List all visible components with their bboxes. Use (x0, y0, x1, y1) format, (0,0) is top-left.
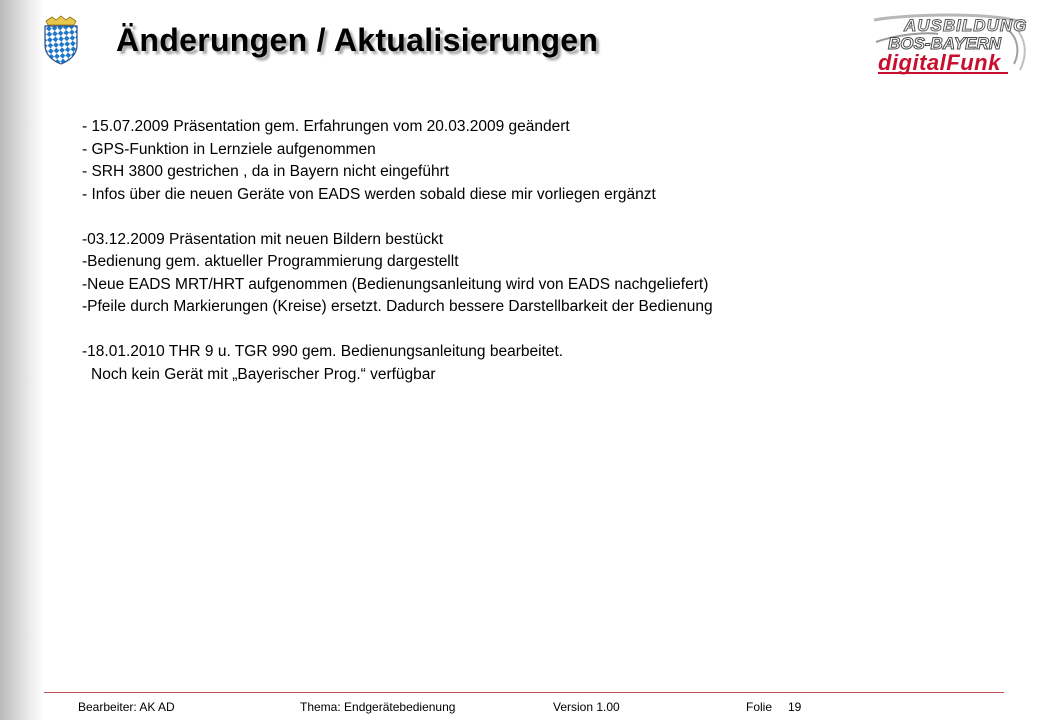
footer-topic: Thema: Endgerätebedienung (300, 700, 456, 714)
logo-line-bos-bayern: BOS-BAYERN (888, 34, 1002, 53)
change-line: Noch kein Gerät mit „Bayerischer Prog.“ verfügbar (91, 365, 436, 383)
change-line: - GPS-Funktion in Lernziele aufgenommen (82, 140, 376, 158)
change-line: -Neue EADS MRT/HRT aufgenommen (Bedienungsanleitung wird von EADS nachgeliefert) (82, 275, 709, 293)
footer-author: Bearbeiter: AK AD (78, 700, 175, 714)
change-log (82, 116, 982, 386)
footer-version: Version 1.00 (553, 700, 620, 714)
bavarian-lozenge-crest-icon (42, 15, 80, 65)
change-line: - 15.07.2009 Präsentation gem. Erfahrungen vom 20.03.2009 geändert (82, 118, 570, 135)
ausbildung-bos-bayern-logo (868, 12, 1028, 76)
footer-divider (44, 692, 1004, 693)
footer-slide-number: 19 (788, 700, 802, 714)
change-line: - Infos über die neuen Geräte von EADS werden sobald diese mir vorliegen ergänzt (82, 185, 656, 203)
logo-line-ausbildung: AUSBILDUNG (904, 16, 1028, 35)
paragraph-gap (82, 206, 982, 229)
page-title: Änderungen / Aktualisierungen (116, 22, 599, 58)
change-line: - SRH 3800 gestrichen , da in Bayern nicht eingeführt (82, 163, 450, 180)
logo-line-digitalfunk: digitalFunk (878, 50, 1001, 75)
change-line: -18.01.2010 THR 9 u. TGR 990 gem. Bedienungsanleitung bearbeitet. (82, 343, 564, 360)
change-line: -Bedienung gem. aktueller Programmierung dargestellt (82, 253, 459, 270)
change-line: -03.12.2009 Präsentation mit neuen Bildern bestückt (82, 230, 444, 248)
footer-slide-label: Folie (746, 700, 773, 714)
left-edge-gradient (0, 0, 44, 720)
paragraph-gap (82, 319, 982, 342)
change-line: -Pfeile durch Markierungen (Kreise) ersetzt. Dadurch bessere Darstellbarkeit der Bedienung (82, 298, 713, 315)
